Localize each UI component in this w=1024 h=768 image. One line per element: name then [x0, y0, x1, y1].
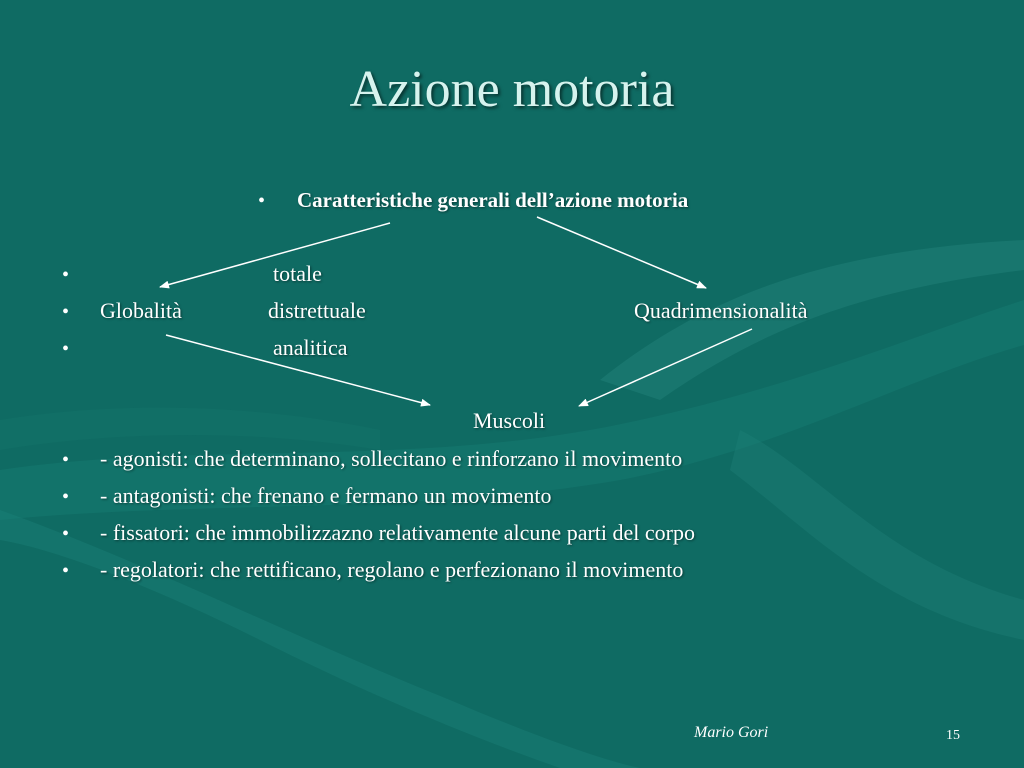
- bullet-marker: •: [62, 338, 70, 360]
- muscle-item-agonisti: - agonisti: che determinano, sollecitano e rinforzano il movimento: [100, 446, 683, 471]
- arrow-subtitle-to-quadrimensionalita: [537, 217, 706, 288]
- bullet-marker: •: [62, 301, 70, 323]
- muscle-item-antagonisti: - antagonisti: che frenano e fermano un movimento: [100, 483, 552, 508]
- label-globalita: Globalità: [100, 298, 182, 323]
- bullet-marker: •: [62, 523, 70, 545]
- label-totale: totale: [273, 261, 322, 286]
- page-number: 15: [946, 728, 960, 743]
- label-analitica: analitica: [273, 335, 348, 360]
- arrow-quadrimensionalita-to-muscoli: [579, 329, 752, 406]
- muscle-item-fissatori: - fissatori: che immobilizzazno relativamente alcune parti del corpo: [100, 520, 695, 545]
- label-quadrimensionalita: Quadrimensionalità: [634, 298, 808, 323]
- bullet-marker: •: [62, 486, 70, 508]
- slide-title: Azione motoria: [349, 61, 675, 118]
- bullet-marker: •: [62, 449, 70, 471]
- muscle-item-regolatori: - regolatori: che rettificano, regolano e perfezionano il movimento: [100, 557, 684, 582]
- subtitle-text: Caratteristiche generali dell’azione motoria: [297, 188, 689, 212]
- bullet-marker: •: [258, 190, 266, 212]
- bullet-marker: •: [62, 560, 70, 582]
- label-muscoli: Muscoli: [473, 408, 546, 433]
- footer-author: Mario Gori: [694, 724, 769, 741]
- label-distrettuale: distrettuale: [268, 298, 366, 323]
- bullet-marker: •: [62, 264, 70, 286]
